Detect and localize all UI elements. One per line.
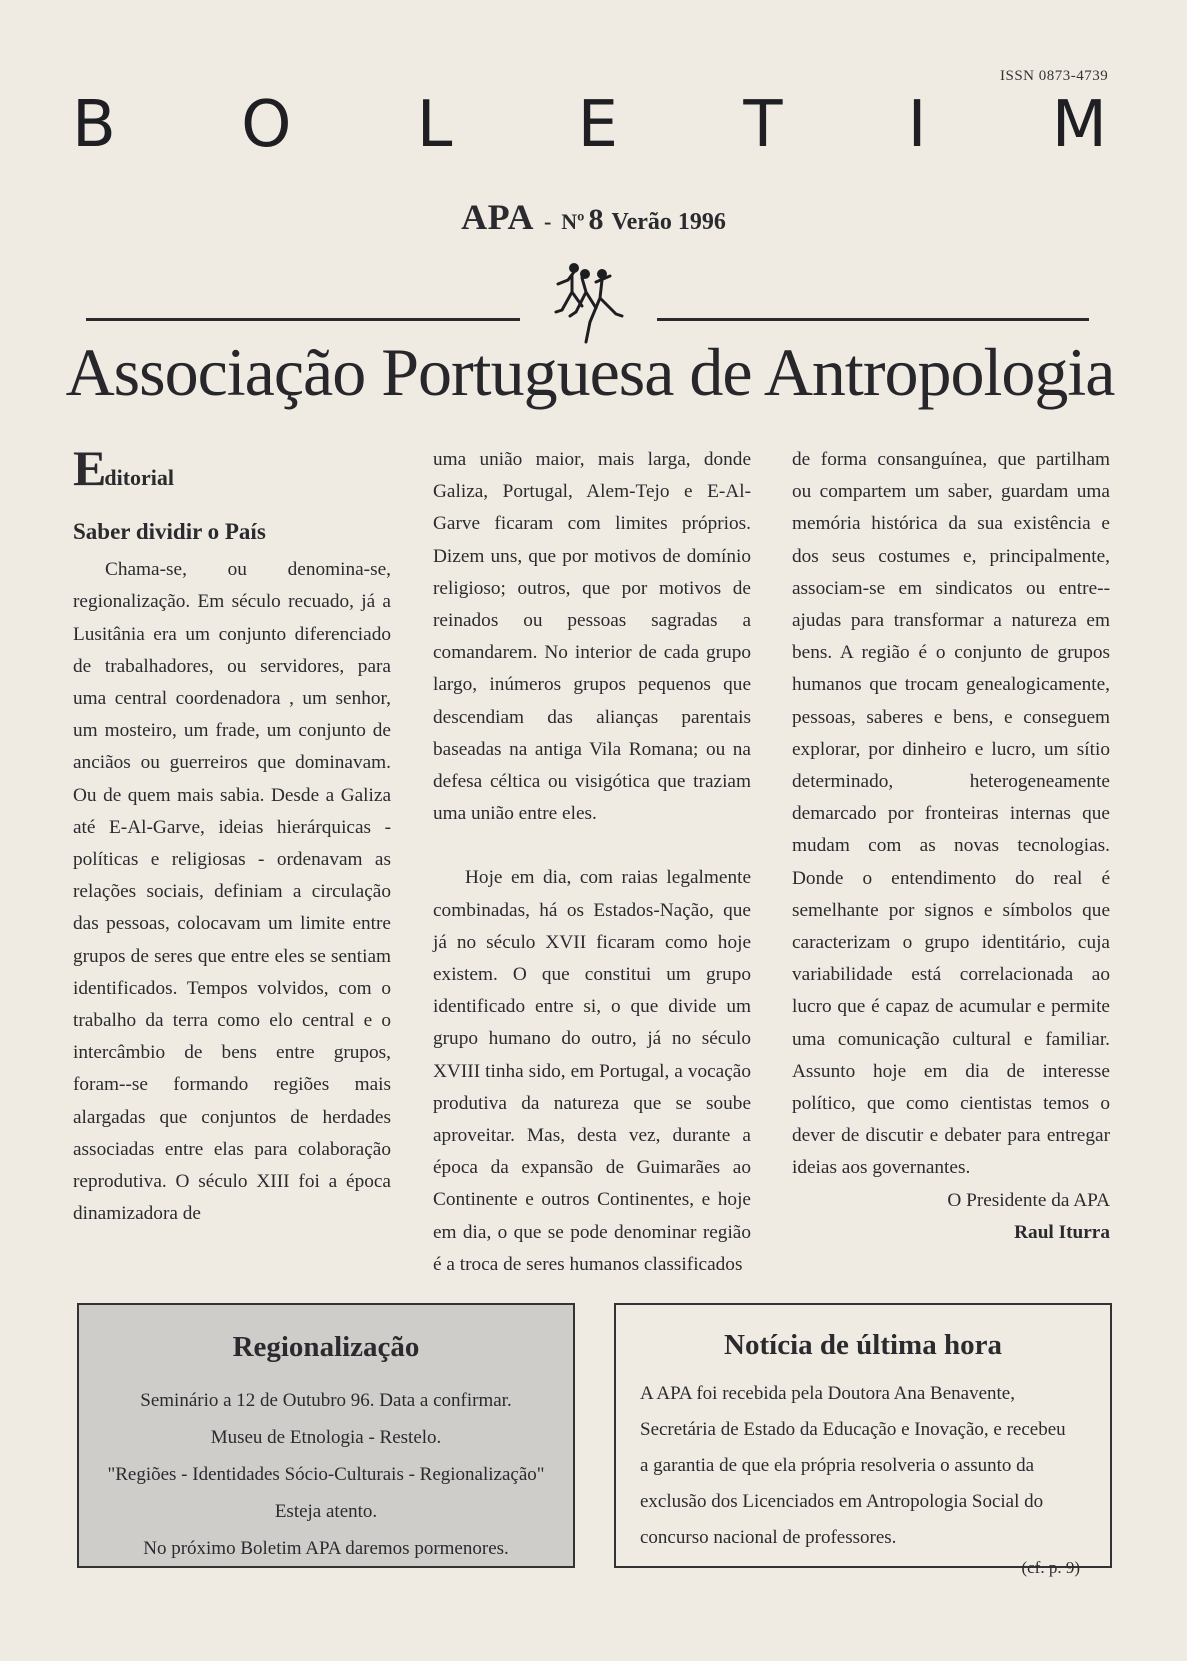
- issue-dash: -: [543, 209, 552, 234]
- box-line: Secretária de Estado da Educação e Inovação, e recebeu: [640, 1419, 1066, 1440]
- section-heading-rest: ditorial: [104, 465, 175, 490]
- box-title: Notícia de última hora: [724, 1329, 1002, 1361]
- header-divider-right: [657, 318, 1089, 321]
- paragraph: de forma consanguínea, que partilham ou compartem um saber, guardam uma memória histórica da sua existência e dos seus costumes e, principalmente, associam-se em sindicatos ou entre--ajudas para transformar a natureza em bens. A região é o conjunto de grupos humanos que trocam genealogicamente, pessoas, saberes e bens, e conseguem explorar, por dinheiro e lucro, um sítio determinado, heterogeneamente demarcado por fronteiras internas que mudam com as novas tecnologias. Donde o entendimento do real é semelhante por signos e símbolos que caracterizam o grupo identitário, cuja variabilidade está correlacionada ao lucro que é capaz de acumular e permite uma comunicação cultural e familiar. Assunto hoje em dia de interesse político, que como cientistas temos o dever de discutir e debater para entregar ideias aos governantes.: [792, 449, 1110, 1179]
- editorial-column-2: [433, 444, 751, 1281]
- paragraph: Chama-se, ou denomina-se, regionalização. Em século recuado, já a Lusitânia era um conjunto diferenciado de trabalhadores, ou servidores, para uma central coordenadora , um senhor, um mosteiro, um frade, um conjunto de anciãos ou guerreiros que dominavam. Ou de quem mais sabia. Desde a Galiza até E-Al-Garve, ideias hierárquicas - políticas e religiosas - ordenavam as relações sociais, definiam a circulação das pessoas, colocavam um limite entre grupos de seres que entre eles se sentiam identificados. Tempos volvidos, com o trabalho da terra como elo central e o intercâmbio de bens entre grupos, foram--se formando regiões mais alargadas que conjuntos de herdades associadas entre elas para colaboração reprodutiva. O século XIII foi a época dinamizadora de: [73, 559, 391, 1225]
- noticia-box: [614, 1303, 1112, 1577]
- box-line: a garantia de que ela própria resolveria o assunto da: [640, 1455, 1035, 1476]
- section-heading-editorial: [73, 440, 391, 496]
- box-line: concurso nacional de professores.: [640, 1527, 897, 1548]
- signature-title: O Presidente da APA: [947, 1189, 1110, 1211]
- header-divider-left: [86, 318, 520, 321]
- box-line: Seminário a 12 de Outubro 96. Data a confirmar.: [140, 1390, 512, 1411]
- box-line: A APA foi recebida pela Doutora Ana Benavente,: [640, 1383, 1015, 1404]
- masthead-letter: L: [416, 88, 453, 162]
- issue-line: [0, 196, 1187, 238]
- issn-number: ISSN 0873-4739: [1000, 68, 1109, 84]
- article-headline: Saber dividir o País: [73, 519, 266, 544]
- editorial-column-3: [792, 444, 1110, 1249]
- signature-name: Raul Iturra: [1014, 1221, 1110, 1243]
- box-title: Regionalização: [232, 1331, 420, 1363]
- masthead-letter: M: [1051, 88, 1107, 162]
- paragraph: Hoje em dia, com raias legalmente combinadas, há os Estados-Nação, que já no século XVII ficaram como hoje existem. O que constitui um grupo identificado entre si, o que divide um grupo humano do outro, já no século XVIII tinha sido, em Portugal, a vocação produtiva da natureza que se soube aproveitar. Mas, desta vez, durante a época da expansão de Guimarães ao Continente e outros Continentes, e hoje em dia, o que se pode denominar região é a troca de seres humanos classificados: [433, 867, 751, 1275]
- drop-cap: E: [73, 440, 105, 496]
- masthead-letter: T: [743, 88, 783, 162]
- editorial-column-1: [73, 440, 391, 1230]
- org-abbrev: APA: [461, 197, 534, 237]
- masthead-letter: E: [577, 88, 619, 162]
- masthead-letter: I: [907, 88, 927, 162]
- page-reference: (cf. p. 9): [1021, 1558, 1080, 1577]
- page-title: Associação Portuguesa de Antropologia: [65, 334, 1115, 410]
- box-line: No próximo Boletim APA daremos pormenores.: [143, 1538, 509, 1559]
- box-line: "Regiões - Identidades Sócio-Culturais - Regionalização": [107, 1464, 545, 1485]
- box-line: Museu de Etnologia - Restelo.: [210, 1427, 442, 1448]
- box-line: Esteja atento.: [274, 1501, 378, 1522]
- issue-season: Verão 1996: [611, 209, 726, 235]
- box-line: exclusão dos Licenciados em Antropologia Social do: [640, 1491, 1044, 1512]
- issue-number-label: Nº: [561, 209, 585, 234]
- paragraph: uma união maior, mais larga, donde Galiza, Portugal, Alem-Tejo e E-Al-Garve ficaram com limites próprios. Dizem uns, que por motivos de domínio religioso; outros, que por motivos de reinados ou pessoas sagradas a comandarem. No interior de cada grupo largo, inúmeros grupos pequenos que descendiam das alianças parentais baseadas na antiga Vila Romana; ou na defesa céltica ou visigótica que traziam uma união entre eles.: [433, 449, 751, 825]
- masthead-title: [72, 90, 1107, 160]
- masthead-letter: B: [72, 88, 116, 162]
- masthead-letter: O: [241, 88, 292, 162]
- regionalizacao-box: [77, 1303, 575, 1568]
- issue-number: 8: [588, 203, 604, 236]
